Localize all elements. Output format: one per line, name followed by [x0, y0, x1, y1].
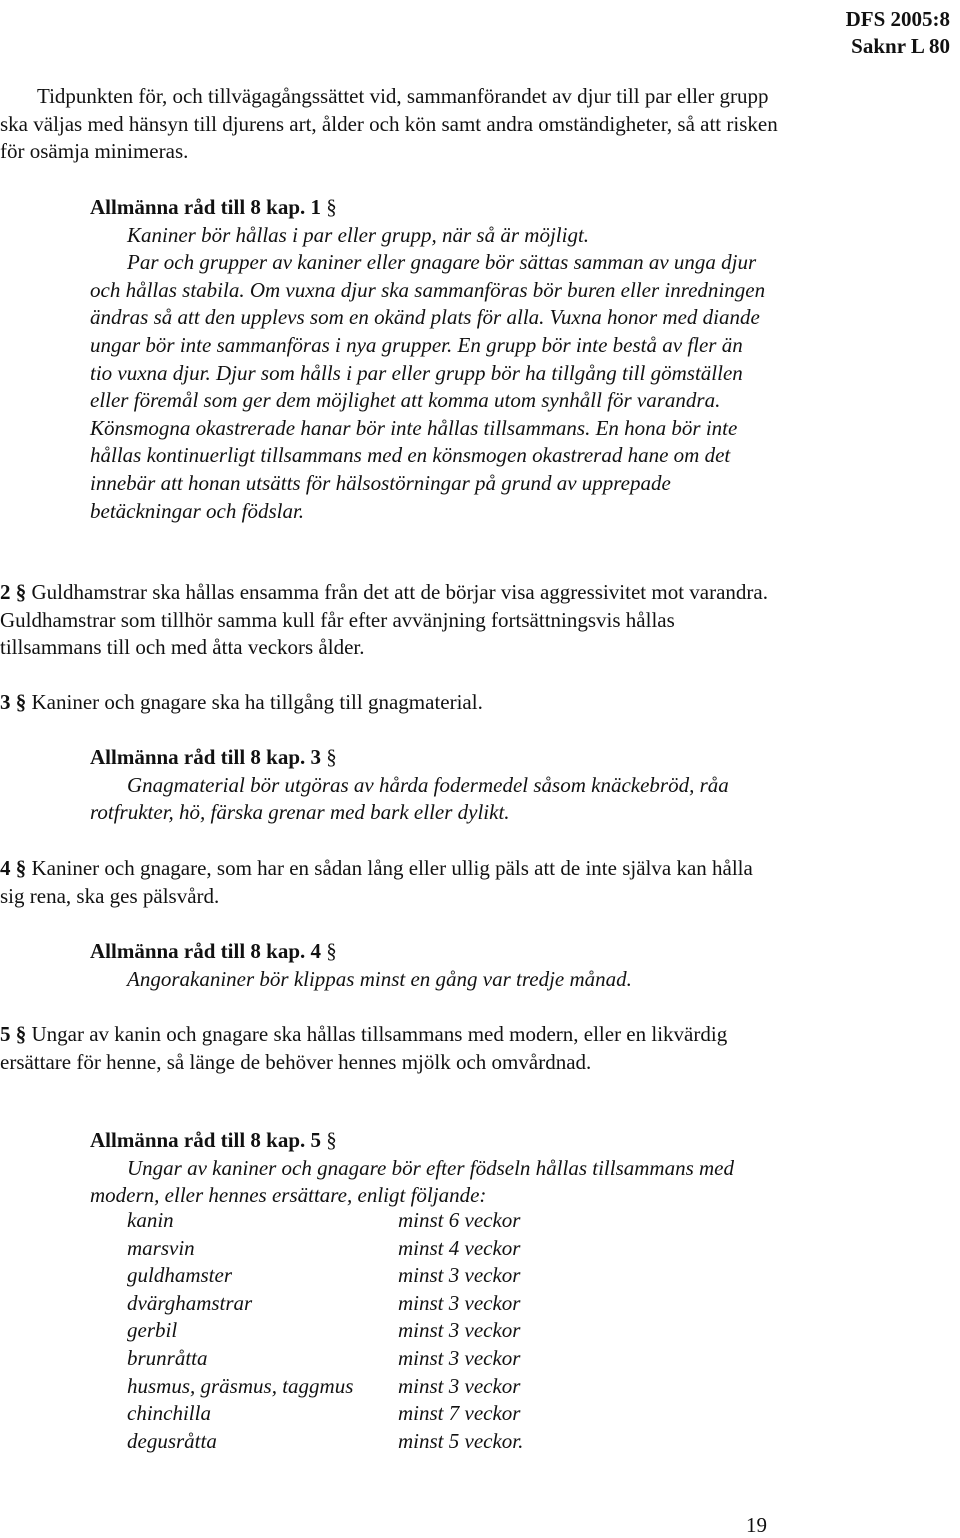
- advice-text: Gnagmaterial bör utgöras av hårda fodermedel såsom knäckebröd, råa rotfrukter, hö, färska grenar med bark eller dylikt.: [90, 772, 729, 825]
- age-cell: minst 3 veckor: [398, 1318, 521, 1343]
- section-5: [0, 1021, 780, 1076]
- age-cell: minst 5 veckor.: [398, 1428, 524, 1453]
- advice-text: Par och grupper av kaniner eller gnagare bör sättas samman av unga djur och hållas stabila. Om vuxna djur ska sammanföras bör buren eller inredningen ändras så att den upplevs som en okänd plats för alla. Vuxna honor med diande ungar bör inte sammanföras i nya grupper. En grupp bör inte bestå av fler än tio vuxna djur. Djur som hålls i par eller grupp bör ha tillgång till gömställen eller föremål som ger dem möjlighet att komma utom synhåll för varandra. Könsmogna okastrerade hanar bör inte hållas tillsammans. En hona bör inte hållas kontinuerligt tillsammans med en könsmogen okastrerad hane om det innebär att honan utsätts för hälsostörningar på grund av upprepade betäckningar och födslar.: [90, 250, 766, 523]
- age-cell: minst 3 veckor: [398, 1373, 521, 1398]
- section-text: Ungar av kanin och gnagare ska hållas tillsammans med modern, eller en likvärdig ersättare för henne, så länge de behöver hennes mjölk och omvårdnad.: [0, 1022, 728, 1074]
- advice-text: Kaniner bör hållas i par eller grupp, när så är möjligt.: [127, 222, 590, 247]
- age-cell: minst 4 veckor: [398, 1235, 521, 1260]
- document-header: [846, 6, 950, 60]
- section-4: [0, 855, 780, 910]
- section-symbol: §: [326, 195, 337, 219]
- animal-cell: guldhamster: [127, 1263, 232, 1288]
- age-cell: minst 6 veckor: [398, 1208, 521, 1232]
- table-row: [127, 1400, 523, 1428]
- advice-text: Angorakaniner bör klippas minst en gång var tredje månad.: [127, 966, 632, 991]
- section-2: [0, 579, 780, 662]
- document-id: DFS 2005:8: [845, 7, 950, 31]
- animal-cell: degusråtta: [127, 1428, 217, 1453]
- advice-text: Ungar av kaniner och gnagare bör efter födseln hållas tillsammans med modern, eller hennes ersättare, enligt följande:: [90, 1155, 735, 1208]
- advice-heading: Allmänna råd till 8 kap. 3: [90, 745, 322, 769]
- general-advice-5: [90, 1127, 770, 1210]
- section-text: Kaniner och gnagare ska ha tillgång till gnagmaterial.: [31, 690, 483, 714]
- general-advice-4: [90, 938, 770, 993]
- age-cell: minst 3 veckor: [398, 1263, 521, 1288]
- document-saknr: Saknr L 80: [851, 34, 950, 58]
- section-number: 4 §: [0, 856, 27, 880]
- advice-heading: Allmänna råd till 8 kap. 4: [90, 939, 322, 963]
- general-advice-3: [90, 744, 770, 827]
- page-number: 19: [746, 1513, 767, 1537]
- advice-heading: Allmänna råd till 8 kap. 1: [90, 195, 322, 219]
- table-row: [127, 1235, 523, 1263]
- section-number: 3 §: [0, 690, 27, 714]
- animal-cell: marsvin: [127, 1235, 195, 1260]
- section-number: 2 §: [0, 580, 27, 604]
- age-cell: minst 3 veckor: [398, 1290, 521, 1315]
- animal-cell: gerbil: [127, 1318, 178, 1343]
- section-symbol: §: [326, 939, 337, 963]
- section-text: Kaniner och gnagare, som har en sådan lång eller ullig päls att de inte själva kan hålla sig rena, ska ges pälsvård.: [0, 856, 753, 908]
- animal-cell: husmus, gräsmus, taggmus: [127, 1373, 354, 1398]
- general-advice-1: [90, 194, 770, 525]
- animal-cell: kanin: [127, 1208, 174, 1232]
- intro-paragraph: [0, 83, 780, 166]
- section-text: Guldhamstrar ska hållas ensamma från det att de börjar visa aggressivitet mot varandra. Guldhamstrar som tillhör samma kull får efter avvänjning fortsättningsvis hållas tillsammans till och med åtta veckors ålder.: [0, 580, 768, 660]
- animal-cell: dvärghamstrar: [127, 1290, 253, 1315]
- animal-cell: brunråtta: [127, 1345, 208, 1370]
- section-number: 5 §: [0, 1022, 27, 1046]
- weaning-age-table: [127, 1207, 523, 1455]
- table-row: [127, 1373, 523, 1401]
- animal-cell: chinchilla: [127, 1401, 211, 1426]
- advice-heading: Allmänna råd till 8 kap. 5: [90, 1128, 322, 1152]
- section-symbol: §: [326, 1128, 337, 1152]
- age-cell: minst 3 veckor: [398, 1345, 521, 1370]
- table-row: [127, 1290, 523, 1318]
- table-row: [127, 1207, 523, 1235]
- intro-text: Tidpunkten för, och tillvägagångssättet vid, sammanförandet av djur till par eller grupp ska väljas med hänsyn till djurens art, ålder och kön samt andra omständigheter, så att risken för osämja minimeras.: [0, 84, 778, 164]
- table-row: [127, 1345, 523, 1373]
- table-row: [127, 1317, 523, 1345]
- table-row: [127, 1428, 523, 1456]
- section-symbol: §: [326, 745, 337, 769]
- age-cell: minst 7 veckor: [398, 1401, 521, 1426]
- table-row: [127, 1262, 523, 1290]
- section-3: [0, 689, 780, 717]
